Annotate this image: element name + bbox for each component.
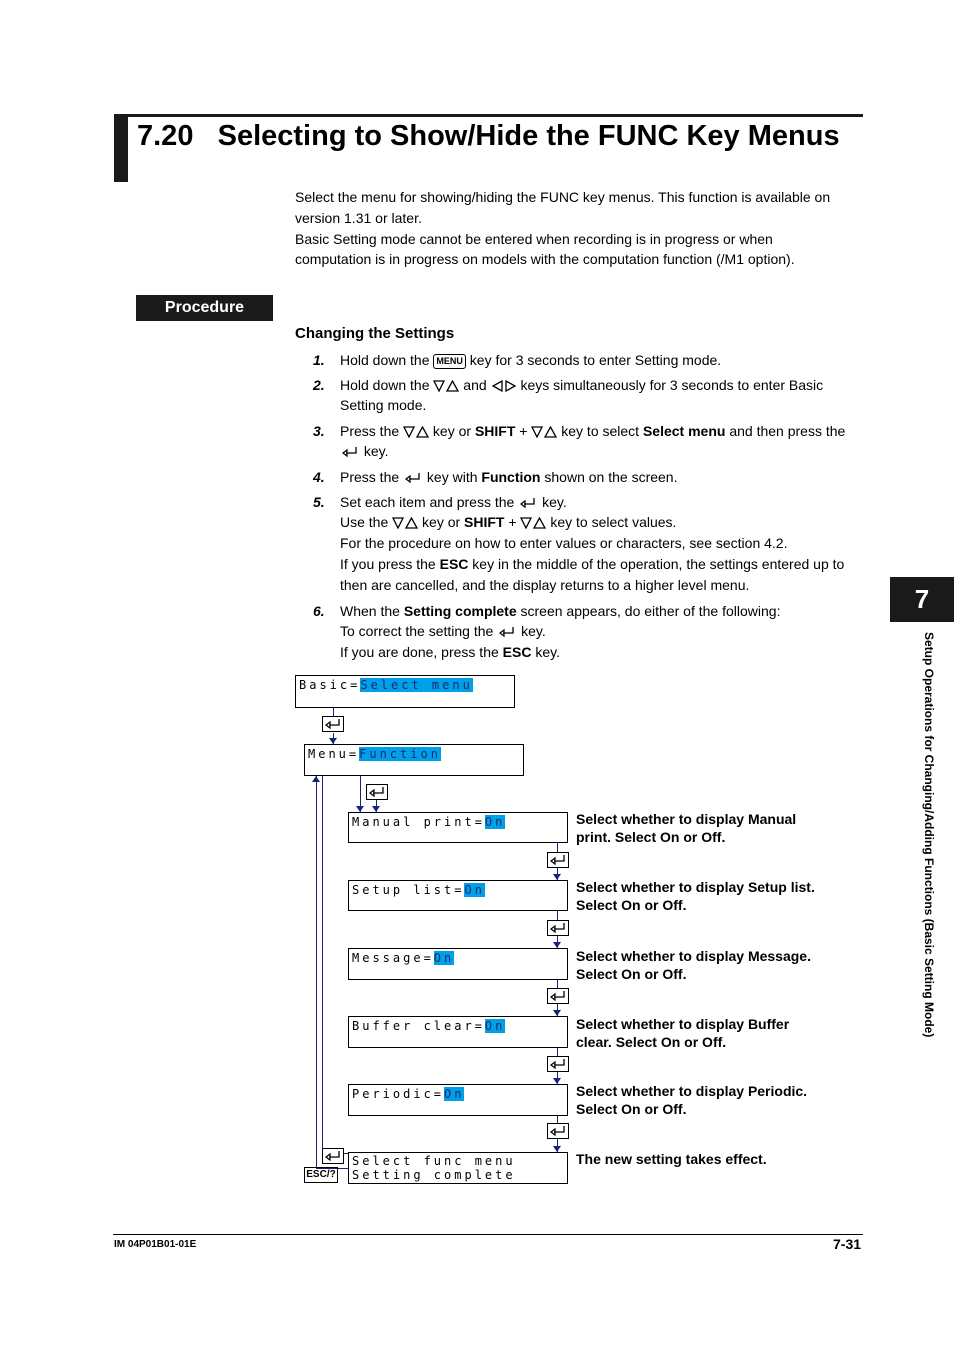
return-line <box>322 776 323 1154</box>
lcd-label: Basic= <box>299 678 361 692</box>
step-number: 2. <box>313 377 325 393</box>
lcd-label: Menu= <box>308 747 360 761</box>
page-number: 7-31 <box>833 1236 862 1252</box>
enter-key-icon <box>547 920 569 936</box>
left-right-key-icon <box>491 380 517 392</box>
desc-line: Select whether to display Buffer <box>576 1016 790 1032</box>
step-text: Use the <box>340 514 389 530</box>
lcd-label: Manual print= <box>352 815 485 829</box>
step-text: key or <box>432 423 472 439</box>
arrow-up-icon <box>312 776 320 782</box>
intro-line-2: version 1.31 or later. <box>295 210 422 226</box>
desc-message <box>576 947 856 983</box>
step-text: key for 3 seconds to enter Setting mode. <box>469 352 722 368</box>
shift-key-label: SHIFT <box>474 423 516 439</box>
desc-buffer-clear <box>576 1015 856 1051</box>
intro-line-3: Basic Setting mode cannot be entered when recording is in progress or when <box>295 231 773 247</box>
desc-line: print. Select On or Off. <box>576 829 726 845</box>
desc-line: Select whether to display Manual <box>576 811 797 827</box>
step-5-text-2 <box>340 512 676 532</box>
step-text: Press the <box>340 423 400 439</box>
lcd-screen-basic <box>295 675 515 708</box>
step-text: screen appears, do either of the following: <box>520 603 781 619</box>
step-5-text-5: then are cancelled, and the display returns to a higher level menu. <box>340 577 750 593</box>
step-text: Set each item and press the <box>340 494 515 510</box>
esc-key-icon: ESC/? <box>304 1167 338 1183</box>
step-text: key. <box>535 644 560 660</box>
enter-key-icon <box>366 784 388 800</box>
enter-key-icon <box>497 625 517 639</box>
step-text: key. <box>521 623 546 639</box>
esc-key-label: ESC <box>439 556 469 572</box>
step-number: 1. <box>313 352 325 368</box>
step-text: key. <box>363 443 389 459</box>
step-text: key or <box>422 514 461 530</box>
desc-line: Select whether to display Periodic. <box>576 1083 808 1099</box>
step-number: 5. <box>313 494 325 510</box>
step-2-text <box>340 375 823 395</box>
step-6-text-3 <box>340 642 560 662</box>
lcd-label: Setup list= <box>352 883 465 897</box>
step-text: Press the <box>340 469 400 485</box>
step-text: If you press the <box>340 556 436 572</box>
desc-line: Select On or Off. <box>576 1101 687 1117</box>
function-label: Function <box>481 469 541 485</box>
step-text: key in the middle of the operation, the settings entered up to <box>472 556 845 572</box>
step-text: Hold down the <box>340 377 430 393</box>
setting-complete-label: Setting complete <box>403 603 517 619</box>
section-heading: Changing the Settings <box>295 325 455 342</box>
desc-setup-list <box>576 878 856 914</box>
step-5-text-4 <box>340 554 844 574</box>
chapter-side-title: Setup Operations for Changing/Adding Functions (Basic Setting Mode) <box>922 632 936 1038</box>
lcd-value: On <box>433 951 455 965</box>
lcd-value: On <box>444 1087 465 1101</box>
lcd-value: On <box>484 815 506 829</box>
intro-line-1: Select the menu for showing/hiding the FUNC key menus. This function is available on <box>295 189 831 205</box>
enter-key-icon <box>547 1123 569 1139</box>
chapter-tab: 7 <box>890 577 954 622</box>
up-down-key-icon <box>531 426 557 438</box>
step-3-text <box>340 421 845 441</box>
desc-periodic <box>576 1082 856 1118</box>
lcd-value: On <box>464 883 485 897</box>
lcd-label: Message= <box>352 951 434 965</box>
enter-key-icon <box>322 1148 344 1164</box>
step-text: key to select <box>561 423 640 439</box>
title-accent-bar <box>114 114 128 182</box>
up-down-key-icon <box>403 426 429 438</box>
step-text: To correct the setting the <box>340 623 494 639</box>
step-text: key. <box>542 494 567 510</box>
lcd-label: Buffer clear= <box>352 1019 485 1033</box>
footer-rule <box>113 1234 863 1235</box>
menu-key-icon: MENU <box>433 354 466 369</box>
step-1-text <box>340 350 721 370</box>
page-title: 7.20 Selecting to Show/Hide the FUNC Key Menus <box>137 120 840 152</box>
lcd-screen-setting-complete <box>348 1152 568 1184</box>
step-number: 3. <box>313 423 325 439</box>
step-text: and <box>463 377 487 393</box>
procedure-label: Procedure <box>136 295 273 321</box>
step-text: + <box>508 514 517 530</box>
enter-key-icon <box>518 496 538 510</box>
step-5-text <box>340 492 567 512</box>
enter-key-icon <box>340 445 360 459</box>
step-text: key to select values. <box>550 514 677 530</box>
desc-line: Select On or Off. <box>576 897 687 913</box>
step-text: and then press the <box>729 423 846 439</box>
step-6-text <box>340 601 780 621</box>
desc-setting-complete: The new setting takes effect. <box>576 1151 767 1167</box>
step-text: keys simultaneously for 3 seconds to enter Basic <box>520 377 824 393</box>
lcd-screen-buffer-clear <box>348 1016 568 1048</box>
up-down-key-icon <box>392 517 418 529</box>
desc-line: Select whether to display Message. <box>576 948 811 964</box>
enter-key-icon <box>322 716 344 732</box>
desc-line: Select On or Off. <box>576 966 687 982</box>
step-text: Hold down the <box>340 352 430 368</box>
shift-key-label: SHIFT <box>464 514 505 530</box>
lcd-screen-message <box>348 948 568 980</box>
desc-line: clear. Select On or Off. <box>576 1034 727 1050</box>
step-text: When the <box>340 603 400 619</box>
step-number: 6. <box>313 603 325 619</box>
step-text: + <box>519 423 528 439</box>
esc-key-label: ESC <box>502 644 532 660</box>
step-number: 4. <box>313 469 325 485</box>
step-5-text-3: For the procedure on how to enter values or characters, see section 4.2. <box>340 535 788 551</box>
enter-key-icon <box>547 1056 569 1072</box>
lcd-screen-setup-list <box>348 880 568 911</box>
select-menu-label: Select menu <box>642 423 726 439</box>
step-2-text-2: Setting mode. <box>340 397 427 413</box>
lcd-line-2: Setting complete <box>352 1168 516 1182</box>
step-text: If you are done, press the <box>340 644 499 660</box>
lcd-line-1: Select func menu <box>352 1154 516 1168</box>
enter-key-icon <box>547 852 569 868</box>
lcd-value: Function <box>359 747 441 761</box>
step-4-text <box>340 467 677 487</box>
lcd-value: Select menu <box>360 678 473 692</box>
step-3-text-2 <box>340 441 389 461</box>
step-6-text-2 <box>340 621 546 641</box>
lcd-screen-periodic <box>348 1084 568 1116</box>
lcd-value: On <box>484 1019 506 1033</box>
lcd-screen-manual-print <box>348 812 568 843</box>
enter-key-icon <box>403 471 423 485</box>
intro-line-4: computation is in progress on models with the computation function (/M1 option). <box>295 251 795 267</box>
lcd-screen-menu <box>304 744 524 776</box>
desc-manual-print <box>576 810 856 846</box>
title-rule <box>128 114 863 117</box>
desc-line: Select whether to display Setup list. <box>576 879 815 895</box>
enter-key-icon <box>547 988 569 1004</box>
lcd-label: Periodic= <box>352 1087 445 1101</box>
step-text: key with <box>426 469 478 485</box>
up-down-key-icon <box>433 380 459 392</box>
step-text: shown on the screen. <box>544 469 678 485</box>
return-line <box>316 776 317 1168</box>
footer-doc-id: IM 04P01B01-01E <box>114 1239 197 1250</box>
up-down-key-icon <box>520 517 546 529</box>
